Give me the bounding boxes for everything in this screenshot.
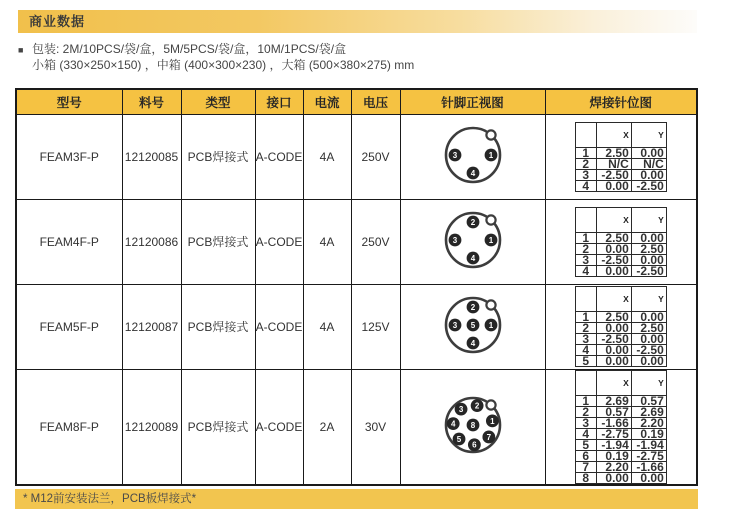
column-header-7: 焊接针位图 (545, 89, 697, 114)
pin-front-view-cell (400, 114, 545, 199)
packaging-line-2: 小箱 (330×250×150) ，中箱 (400×300×230) ，大箱 (500×380×275) mm (32, 58, 415, 72)
solder-y-value: 2.50 (631, 323, 666, 334)
solder-position-table (575, 286, 667, 367)
solder-y-value: 0.00 (631, 169, 666, 180)
solder-y-value: 2.50 (631, 243, 666, 254)
solder-y-value: -2.50 (631, 180, 666, 191)
model-cell: FEAM5F-P (16, 284, 122, 369)
solder-x-value: 2.69 (596, 395, 631, 406)
solder-position-table (575, 122, 667, 192)
product-table-body (16, 114, 697, 485)
solder-x-value: 2.50 (596, 147, 631, 158)
solder-pin-label: 4 (575, 180, 596, 191)
solder-pin-label: 2 (575, 243, 596, 254)
solder-row (575, 428, 666, 439)
solder-row (575, 472, 666, 483)
pin-number: 2 (474, 401, 479, 411)
solder-row (575, 439, 666, 450)
solder-col-header: Y (631, 370, 666, 395)
solder-x-value: 0.00 (596, 472, 631, 483)
connector-pin-diagram (434, 201, 512, 279)
column-header-3: 接口 (255, 89, 303, 114)
solder-row (575, 406, 666, 417)
solder-pin-map-cell (545, 199, 697, 284)
voltage-cell: 30V (351, 369, 400, 485)
solder-y-value: 0.00 (631, 312, 666, 323)
solder-col-header: Y (631, 122, 666, 147)
solder-x-value: N/C (596, 158, 631, 169)
solder-pin-label: 3 (575, 417, 596, 428)
solder-y-value: -1.66 (631, 461, 666, 472)
solder-x-value: 2.50 (596, 232, 631, 243)
solder-y-value: 0.00 (631, 472, 666, 483)
solder-pin-label: 6 (575, 450, 596, 461)
solder-col-header (575, 287, 596, 312)
voltage-cell: 125V (351, 284, 400, 369)
part-number-cell: 12120087 (122, 284, 181, 369)
solder-row (575, 417, 666, 428)
solder-row (575, 243, 666, 254)
solder-x-value: 0.00 (596, 345, 631, 356)
section-title-bar (18, 10, 697, 33)
model-cell: FEAM4F-P (16, 199, 122, 284)
solder-row (575, 254, 666, 265)
solder-col-header: Y (631, 207, 666, 232)
solder-pin-label: 2 (575, 158, 596, 169)
solder-x-value: 2.20 (596, 461, 631, 472)
pin-number: 5 (470, 320, 475, 330)
pin-number: 3 (452, 320, 457, 330)
footnote-text: * M12前安装法兰，PCB板焊接式* (23, 493, 197, 505)
type-cell: PCB焊接式 (181, 369, 255, 485)
solder-x-value: -1.66 (596, 417, 631, 428)
solder-col-header: X (596, 207, 631, 232)
solder-row (575, 158, 666, 169)
solder-y-value: 0.00 (631, 254, 666, 265)
column-header-4: 电流 (303, 89, 351, 114)
connector-pin-diagram (434, 116, 512, 194)
solder-pin-label: 1 (575, 147, 596, 158)
interface-cell: A-CODE (255, 284, 303, 369)
solder-x-value: 0.19 (596, 450, 631, 461)
table-row (16, 369, 697, 485)
solder-row (575, 312, 666, 323)
solder-y-value: -1.94 (631, 439, 666, 450)
column-header-2: 类型 (181, 89, 255, 114)
solder-x-value: 0.00 (596, 323, 631, 334)
solder-pin-label: 4 (575, 345, 596, 356)
connector-pin-diagram (434, 386, 512, 464)
solder-pin-label: 4 (575, 265, 596, 276)
product-table-head (16, 89, 697, 114)
solder-pin-label: 4 (575, 428, 596, 439)
interface-cell: A-CODE (255, 369, 303, 485)
pin-number: 4 (470, 253, 475, 263)
solder-pin-label: 1 (575, 312, 596, 323)
solder-pin-label: 7 (575, 461, 596, 472)
section-title: 商业数据 (29, 14, 86, 29)
pin-number: 4 (450, 419, 455, 429)
pin-number: 3 (458, 405, 463, 415)
solder-row (575, 323, 666, 334)
pin-number: 8 (470, 420, 475, 430)
solder-row (575, 356, 666, 367)
current-cell: 2A (303, 369, 351, 485)
solder-pin-label: 1 (575, 395, 596, 406)
pin-number: 6 (471, 440, 477, 450)
current-cell: 4A (303, 114, 351, 199)
solder-x-value: 2.50 (596, 312, 631, 323)
solder-pin-label: 1 (575, 232, 596, 243)
pin-number: 2 (470, 302, 475, 312)
solder-y-value: -2.50 (631, 345, 666, 356)
solder-y-value: 0.00 (631, 356, 666, 367)
packaging-info (18, 41, 414, 73)
keying-notch-icon (486, 215, 495, 224)
keying-notch-icon (486, 400, 495, 409)
solder-row (575, 450, 666, 461)
solder-y-value: -2.50 (631, 265, 666, 276)
pin-number: 4 (470, 338, 475, 348)
solder-row (575, 232, 666, 243)
solder-row (575, 180, 666, 191)
solder-row (575, 461, 666, 472)
part-number-cell: 12120089 (122, 369, 181, 485)
solder-pin-label: 5 (575, 356, 596, 367)
solder-col-header: X (596, 122, 631, 147)
solder-pin-map-cell (545, 284, 697, 369)
solder-y-value: 0.57 (631, 395, 666, 406)
solder-pin-label: 3 (575, 254, 596, 265)
connector-pin-diagram (434, 286, 512, 364)
solder-position-table (575, 207, 667, 277)
solder-y-value: 0.00 (631, 232, 666, 243)
solder-pin-label: 2 (575, 323, 596, 334)
solder-x-value: -2.75 (596, 428, 631, 439)
pin-number: 3 (452, 150, 457, 160)
interface-cell: A-CODE (255, 199, 303, 284)
footnote-bar (15, 489, 698, 509)
solder-x-value: 0.00 (596, 356, 631, 367)
solder-position-table (575, 370, 667, 484)
solder-col-header (575, 122, 596, 147)
column-header-1: 料号 (122, 89, 181, 114)
solder-x-value: 0.00 (596, 265, 631, 276)
keying-notch-icon (486, 130, 495, 139)
part-number-cell: 12120086 (122, 199, 181, 284)
pin-number: 1 (488, 320, 493, 330)
solder-x-value: 0.00 (596, 243, 631, 254)
table-row (16, 114, 697, 199)
solder-pin-label: 5 (575, 439, 596, 450)
solder-y-value: 2.69 (631, 406, 666, 417)
pin-number: 2 (470, 217, 475, 227)
voltage-cell: 250V (351, 199, 400, 284)
column-header-5: 电压 (351, 89, 400, 114)
pin-front-view-cell (400, 199, 545, 284)
solder-pin-label: 3 (575, 334, 596, 345)
solder-pin-label: 3 (575, 169, 596, 180)
solder-y-value: 2.20 (631, 417, 666, 428)
solder-row (575, 395, 666, 406)
pin-number: 5 (456, 434, 461, 444)
packaging-line-1: 包装: 2M/10PCS/袋/盒，5M/5PCS/袋/盒，10M/1PCS/袋/盒 (32, 42, 347, 56)
solder-y-value: 0.00 (631, 334, 666, 345)
solder-col-header (575, 370, 596, 395)
pin-number: 1 (489, 416, 495, 426)
solder-row (575, 265, 666, 276)
model-cell: FEAM3F-P (16, 114, 122, 199)
solder-y-value: N/C (631, 158, 666, 169)
solder-col-header: X (596, 287, 631, 312)
pin-number: 1 (488, 150, 493, 160)
solder-pin-map-cell (545, 369, 697, 485)
type-cell: PCB焊接式 (181, 284, 255, 369)
current-cell: 4A (303, 284, 351, 369)
solder-row (575, 334, 666, 345)
type-cell: PCB焊接式 (181, 199, 255, 284)
solder-pin-map-cell (545, 114, 697, 199)
solder-x-value: -2.50 (596, 334, 631, 345)
solder-pin-label: 8 (575, 472, 596, 483)
voltage-cell: 250V (351, 114, 400, 199)
solder-col-header: X (596, 370, 631, 395)
product-table (15, 88, 698, 486)
table-row (16, 284, 697, 369)
solder-row (575, 147, 666, 158)
current-cell: 4A (303, 199, 351, 284)
solder-x-value: 0.57 (596, 406, 631, 417)
solder-y-value: 0.00 (631, 147, 666, 158)
header-row (16, 89, 697, 114)
type-cell: PCB焊接式 (181, 114, 255, 199)
solder-x-value: 0.00 (596, 180, 631, 191)
pin-number: 4 (470, 168, 475, 178)
pin-front-view-cell (400, 369, 545, 485)
pin-front-view-cell (400, 284, 545, 369)
interface-cell: A-CODE (255, 114, 303, 199)
pin-number: 3 (452, 235, 457, 245)
solder-y-value: -2.75 (631, 450, 666, 461)
pin-number: 7 (486, 432, 491, 442)
keying-notch-icon (486, 300, 495, 309)
model-cell: FEAM8F-P (16, 369, 122, 485)
solder-y-value: 0.19 (631, 428, 666, 439)
solder-col-header: Y (631, 287, 666, 312)
solder-x-value: -2.50 (596, 254, 631, 265)
part-number-cell: 12120085 (122, 114, 181, 199)
solder-row (575, 169, 666, 180)
column-header-6: 针脚正视图 (400, 89, 545, 114)
pin-number: 1 (488, 235, 493, 245)
solder-pin-label: 2 (575, 406, 596, 417)
column-header-0: 型号 (16, 89, 122, 114)
solder-col-header (575, 207, 596, 232)
solder-x-value: -1.94 (596, 439, 631, 450)
table-row (16, 199, 697, 284)
bullet-square-icon: ■ (18, 45, 24, 55)
solder-row (575, 345, 666, 356)
solder-x-value: -2.50 (596, 169, 631, 180)
